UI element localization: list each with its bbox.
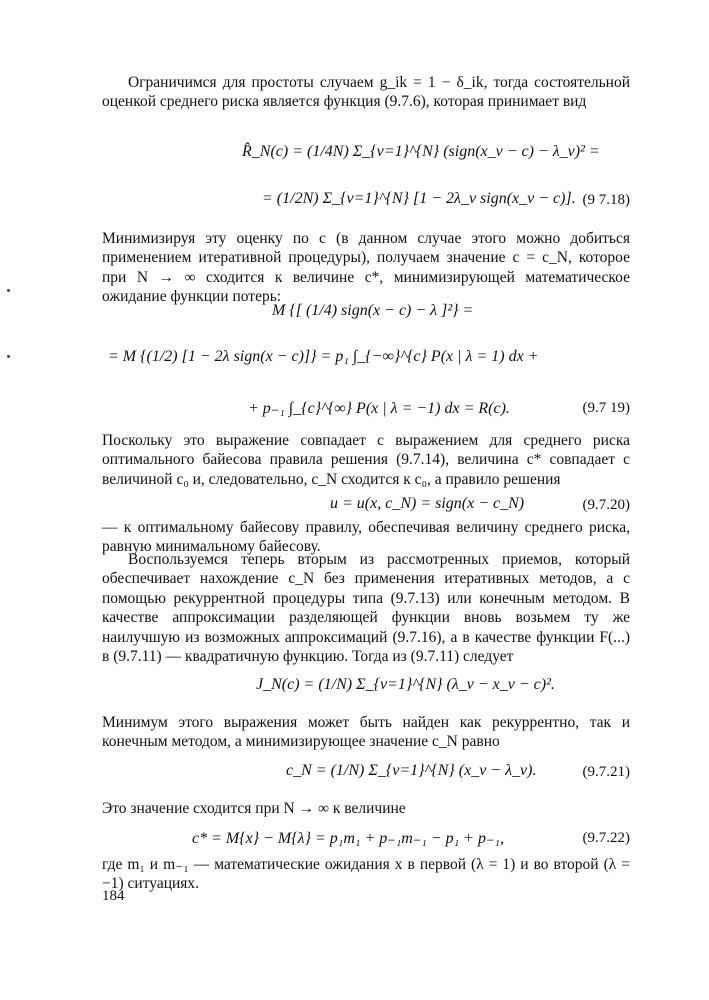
paragraph-4: — к оптимальному байесову правилу, обеспечивая величину среднего риска, равную минимальному байесову.	[102, 519, 630, 556]
equation-number-22: (9.7.22)	[582, 830, 630, 846]
equation-number-21: (9.7.21)	[582, 764, 630, 780]
paragraph-2: Минимизируя эту оценку по c (в данном случае этого можно добиться применением итеративной процедуры), получаем значение c = c_N, которое при N → ∞ сходится к величине c*, минимизирующей математическое ожидание функции потерь:	[102, 230, 630, 306]
paragraph-6: Минимум этого выражения может быть найден как рекуррентно, так и конечным методом, а минимизирующее значение c_N равно	[102, 714, 630, 751]
paragraph-1: Ограничимся для простоты случаем g_ik = 1 − δ_ik, тогда состоятельной оценкой среднего риска является функция (9.7.6), которая принимает вид	[102, 74, 630, 111]
equation-1b: = (1/2N) Σ_{ν=1}^{N} [1 − 2λ_ν sign(x_ν − c)].	[262, 190, 576, 207]
margin-dot	[7, 355, 10, 358]
equation-number-20: (9.7.20)	[582, 497, 630, 513]
equation-1a: R̂_N(c) = (1/4N) Σ_{ν=1}^{N} (sign(x_ν − c) − λ_ν)² =	[242, 143, 600, 160]
equation-2b: = M {(1/2) [1 − 2λ sign(x − c)]} = p₁ ∫_{−∞}^{c} P(x | λ = 1) dx +	[108, 348, 539, 365]
paragraph-7: Это значение сходится при N → ∞ к величине	[102, 800, 406, 817]
equation-4: J_N(c) = (1/N) Σ_{ν=1}^{N} (λ_ν − x_ν − c)².	[256, 676, 555, 693]
paragraph-8: где m₁ и m₋₁ — математические ожидания x в первой (λ = 1) и во второй (λ = −1) ситуациях.	[102, 856, 630, 893]
equation-3: u = u(x, c_N) = sign(x − c_N)	[330, 495, 525, 512]
equation-5: c_N = (1/N) Σ_{ν=1}^{N} (x_ν − λ_ν).	[286, 762, 537, 779]
equation-number-18: (9 7.18)	[582, 192, 630, 208]
page-number: 184	[102, 888, 125, 904]
equation-number-19: (9.7 19)	[582, 400, 630, 416]
equation-2a: M {[ (1/4) sign(x − c) − λ ]²} =	[272, 302, 474, 319]
equation-6: c* = M{x} − M{λ} = p₁m₁ + p₋₁m₋₁ − p₁ + p₋₁,	[192, 830, 504, 847]
paragraph-3: Поскольку это выражение совпадает с выражением для среднего риска оптимального байесова правила решения (9.7.14), величина c* совпадает с величиной c₀ и, следовательно, c_N сходится к c₀, а правило решения	[102, 432, 630, 488]
paragraph-5: Воспользуемся теперь вторым из рассмотренных приемов, который обеспечивает нахождение c_N без применения итеративных методов, а с помощью рекуррентной процедуры типа (9.7.13) или конечным методом. В качестве аппроксимации разделяющей функции вновь возьмем ту же наилучшую из возможных аппроксимаций (9.7.16), а в качестве функции F(...) в (9.7.11) — квадратичную функцию. Тогда из (9.7.11) следует	[102, 551, 630, 666]
margin-dot	[7, 289, 10, 292]
equation-2c: + p₋₁ ∫_{c}^{∞} P(x | λ = −1) dx = R(c).	[248, 400, 510, 417]
